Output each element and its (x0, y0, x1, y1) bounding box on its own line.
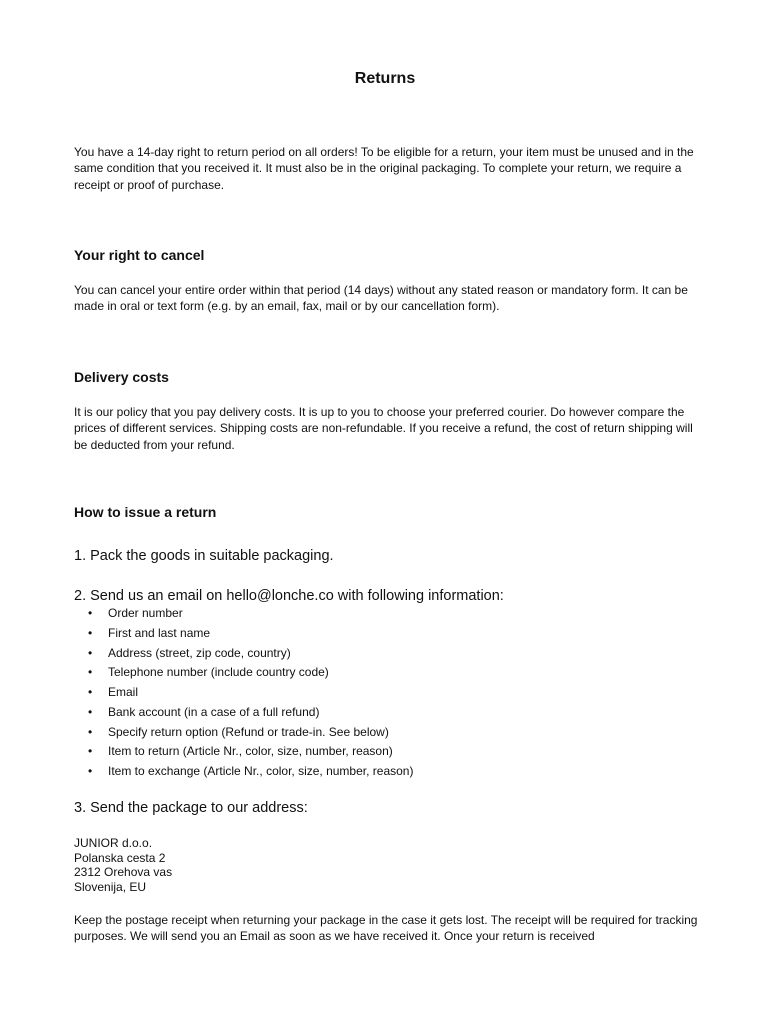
list-item: • Telephone number (include country code) (86, 663, 413, 683)
intro-paragraph: You have a 14-day right to return period on all orders! To be eligible for a return, your item must be unused and in the same condition that you received it. It must also be in the original packaging. To complete your return, we require a receipt or proof of purchase. (74, 145, 694, 192)
list-item: • Item to exchange (Article Nr., color, size, number, reason) (86, 762, 413, 782)
cancel-heading: Your right to cancel (74, 247, 205, 263)
cancel-paragraph: You can cancel your entire order within that period (14 days) without any stated reason or mandatory form. It can be made in oral or text form (e.g. by an email, fax, mail or by our cancellation form). (74, 283, 688, 314)
step-2: 2. Send us an email on hello@lonche.co with following information: (74, 588, 504, 604)
address-line: Slovenija, EU (74, 879, 147, 894)
list-item: • Specify return option (Refund or trade-in. See below) (86, 723, 413, 743)
address-line: 2312 Orehova vas (74, 865, 173, 879)
how-to-heading: How to issue a return (74, 504, 217, 520)
list-item: • Email (86, 683, 413, 703)
list-item: • First and last name (86, 624, 413, 644)
address-line: JUNIOR d.o.o. (74, 836, 153, 850)
delivery-heading: Delivery costs (74, 369, 169, 385)
step-3: 3. Send the package to our address: (74, 800, 308, 816)
info-list (86, 604, 413, 782)
return-address (74, 836, 172, 894)
closing-paragraph: Keep the postage receipt when returning your package in the case it gets lost. The receipt will be required for tracking purposes. We will send you an Email as soon as we have received it. Once your return is received (74, 913, 698, 944)
page-title: Returns (354, 70, 416, 87)
list-item: • Item to return (Article Nr., color, size, number, reason) (86, 742, 413, 762)
step-1: 1. Pack the goods in suitable packaging. (74, 548, 334, 564)
list-item: • Address (street, zip code, country) (86, 644, 413, 664)
address-line: Polanska cesta 2 (74, 850, 166, 865)
delivery-paragraph: It is our policy that you pay delivery costs. It is up to you to choose your preferred courier. Do however compare the prices of different services. Shipping costs are non-refundable. If you receive a refund, the cost of return shipping will be deducted from your refund. (74, 405, 693, 452)
list-item: • Bank account (in a case of a full refund) (86, 703, 413, 723)
list-item: • Order number (86, 604, 413, 624)
